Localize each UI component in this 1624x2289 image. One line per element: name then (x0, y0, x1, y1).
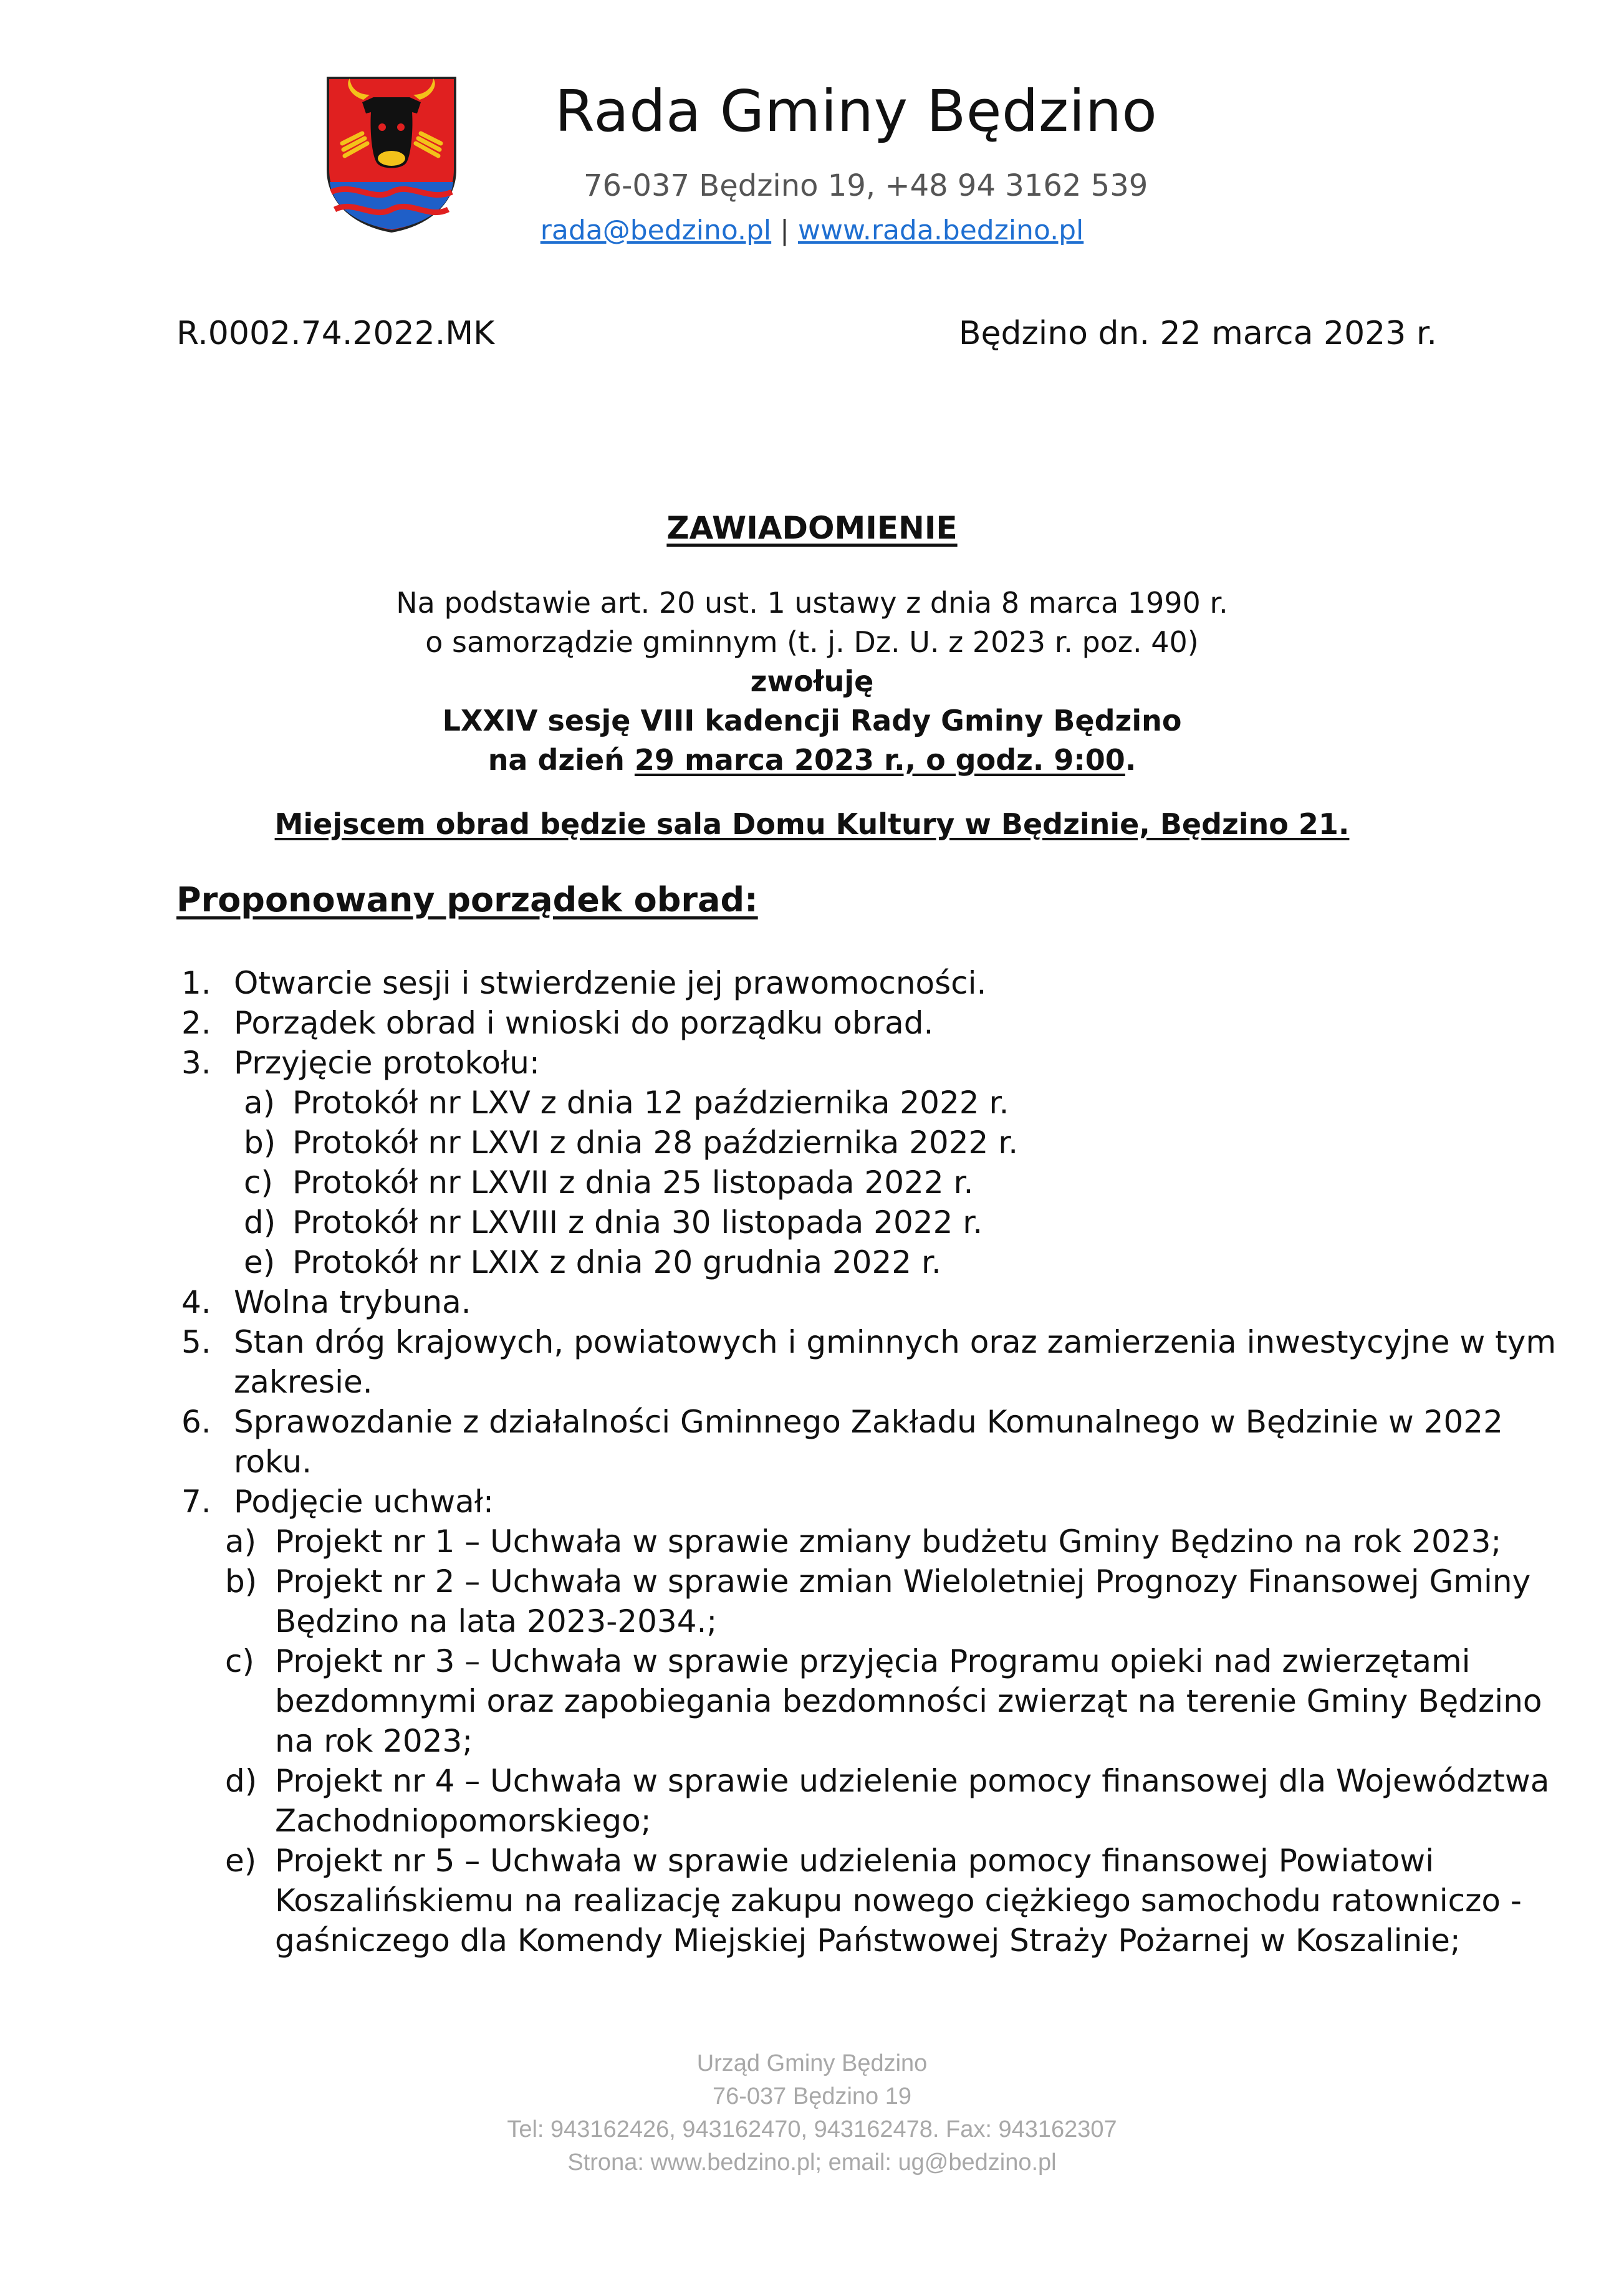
item-text: Projekt nr 3 – Uchwała w sprawie przyjęcia Programu opieki nad zwierzętami bezdomnymi oraz zapobiegania bezdomności zwierząt na terenie Gminy Będzino na rok 2023; (275, 1643, 1542, 1759)
item-number: 5. (181, 1324, 211, 1360)
list-item (176, 1322, 1573, 1402)
meeting-place: Miejscem obrad będzie sala Domu Kultury w Będzinie, Będzino 21. (274, 807, 1350, 841)
session-date-suffix: . (1125, 743, 1136, 777)
item-letter: b) (225, 1563, 257, 1600)
protocol-item (176, 1163, 1573, 1202)
item-letter: d) (244, 1204, 276, 1240)
resolution-item (176, 1562, 1573, 1641)
contact-links (0, 214, 1624, 246)
protocol-item (176, 1202, 1573, 1242)
item-text: Stan dróg krajowych, powiatowych i gminnych oraz zamierzenia inwestycyjne w tym zakresie. (234, 1324, 1557, 1400)
item-letter: c) (244, 1164, 273, 1201)
bull-head-coat-of-arms-icon (326, 76, 457, 233)
item-text: Przyjęcie protokołu: (234, 1045, 540, 1081)
page-footer (0, 2047, 1624, 2179)
item-text: Protokół nr LXVI z dnia 28 października 2022 r. (292, 1125, 1019, 1161)
item-number: 6. (181, 1404, 211, 1440)
footer-address: 76-037 Będzino 19 (712, 2083, 912, 2109)
resolution-item (176, 1761, 1573, 1841)
item-text: Projekt nr 4 – Uchwała w sprawie udzielenie pomocy finansowej dla Województwa Zachodniopomorskiego; (275, 1763, 1550, 1839)
document-date: Będzino dn. 22 marca 2023 r. (958, 315, 1437, 352)
item-letter: a) (225, 1524, 257, 1560)
list-item (176, 1003, 1573, 1043)
list-item (176, 963, 1573, 1003)
item-letter: e) (244, 1244, 276, 1280)
agenda-heading: Proponowany porządek obrad: (176, 880, 758, 919)
website-link[interactable]: www.rada.bedzino.pl (797, 214, 1084, 246)
protocol-item (176, 1083, 1573, 1123)
item-letter: b) (244, 1125, 276, 1161)
intro-block (0, 583, 1624, 780)
resolution-item (176, 1522, 1573, 1562)
footer-office-name: Urząd Gminy Będzino (696, 2050, 928, 2076)
session-date-prefix: na dzień (488, 743, 635, 777)
item-number: 7. (181, 1484, 211, 1520)
item-text: Podjęcie uchwał: (234, 1484, 494, 1520)
reference-number: R.0002.74.2022.MK (176, 315, 495, 352)
item-number: 3. (181, 1045, 211, 1081)
item-text: Protokół nr LXVIII z dnia 30 listopada 2022 r. (292, 1204, 983, 1240)
item-text: Wolna trybuna. (234, 1284, 471, 1320)
item-letter: a) (244, 1085, 276, 1121)
agenda-list (176, 963, 1573, 1960)
link-separator: | (780, 214, 789, 246)
email-link[interactable]: rada@bedzino.pl (540, 214, 772, 246)
list-item (176, 1402, 1573, 1482)
item-letter: c) (225, 1643, 254, 1679)
legal-act-line: o samorządzie gminnym (t. j. Dz. U. z 2023 r. poz. 40) (425, 625, 1199, 659)
item-text: Otwarcie sesji i stwierdzenie jej prawomocności. (234, 965, 987, 1001)
organization-name: Rada Gminy Będzino (555, 78, 1158, 145)
item-text: Sprawozdanie z działalności Gminnego Zakładu Komunalnego w Będzinie w 2022 roku. (234, 1404, 1503, 1480)
document-title: ZAWIADOMIENIE (666, 510, 958, 546)
session-line: LXXIV sesję VIII kadencji Rady Gminy Będzino (442, 704, 1182, 737)
list-item (176, 1043, 1573, 1083)
organization-address: 76-037 Będzino 19, +48 94 3162 539 (584, 168, 1148, 203)
list-item (176, 1282, 1573, 1322)
item-number: 2. (181, 1005, 211, 1041)
protocol-item (176, 1242, 1573, 1282)
list-item (176, 1482, 1573, 1522)
footer-phone: Tel: 943162426, 943162470, 943162478. Fax: 943162307 (507, 2116, 1117, 2143)
item-letter: d) (225, 1763, 257, 1799)
resolution-item (176, 1641, 1573, 1761)
item-letter: e) (225, 1843, 257, 1879)
item-text: Projekt nr 5 – Uchwała w sprawie udzielenia pomocy finansowej Powiatowi Koszalińskiemu na realizację zakupu nowego ciężkiego samochodu ratowniczo - gaśniczego dla Komendy Miejskiej Państwowej Straży Pożarnej w Koszalinie; (275, 1843, 1522, 1959)
item-number: 4. (181, 1284, 211, 1320)
protocol-item (176, 1123, 1573, 1163)
item-text: Protokół nr LXVII z dnia 25 listopada 2022 r. (292, 1164, 974, 1201)
convene-line: zwołuję (750, 665, 874, 698)
session-date-line (0, 741, 1624, 780)
footer-web-email: Strona: www.bedzino.pl; email: ug@bedzino.pl (567, 2149, 1057, 2176)
legal-basis-line: Na podstawie art. 20 ust. 1 ustawy z dnia 8 marca 1990 r. (396, 586, 1228, 620)
session-date: 29 marca 2023 r., o godz. 9:00 (634, 743, 1125, 777)
item-text: Protokół nr LXV z dnia 12 października 2022 r. (292, 1085, 1009, 1121)
resolution-item (176, 1841, 1573, 1960)
item-number: 1. (181, 965, 211, 1001)
item-text: Projekt nr 1 – Uchwała w sprawie zmiany budżetu Gminy Będzino na rok 2023; (275, 1524, 1502, 1560)
item-text: Porządek obrad i wnioski do porządku obrad. (234, 1005, 934, 1041)
item-text: Projekt nr 2 – Uchwała w sprawie zmian Wieloletniej Prognozy Finansowej Gminy Będzino na lata 2023-2034.; (275, 1563, 1531, 1639)
item-text: Protokół nr LXIX z dnia 20 grudnia 2022 r. (292, 1244, 941, 1280)
